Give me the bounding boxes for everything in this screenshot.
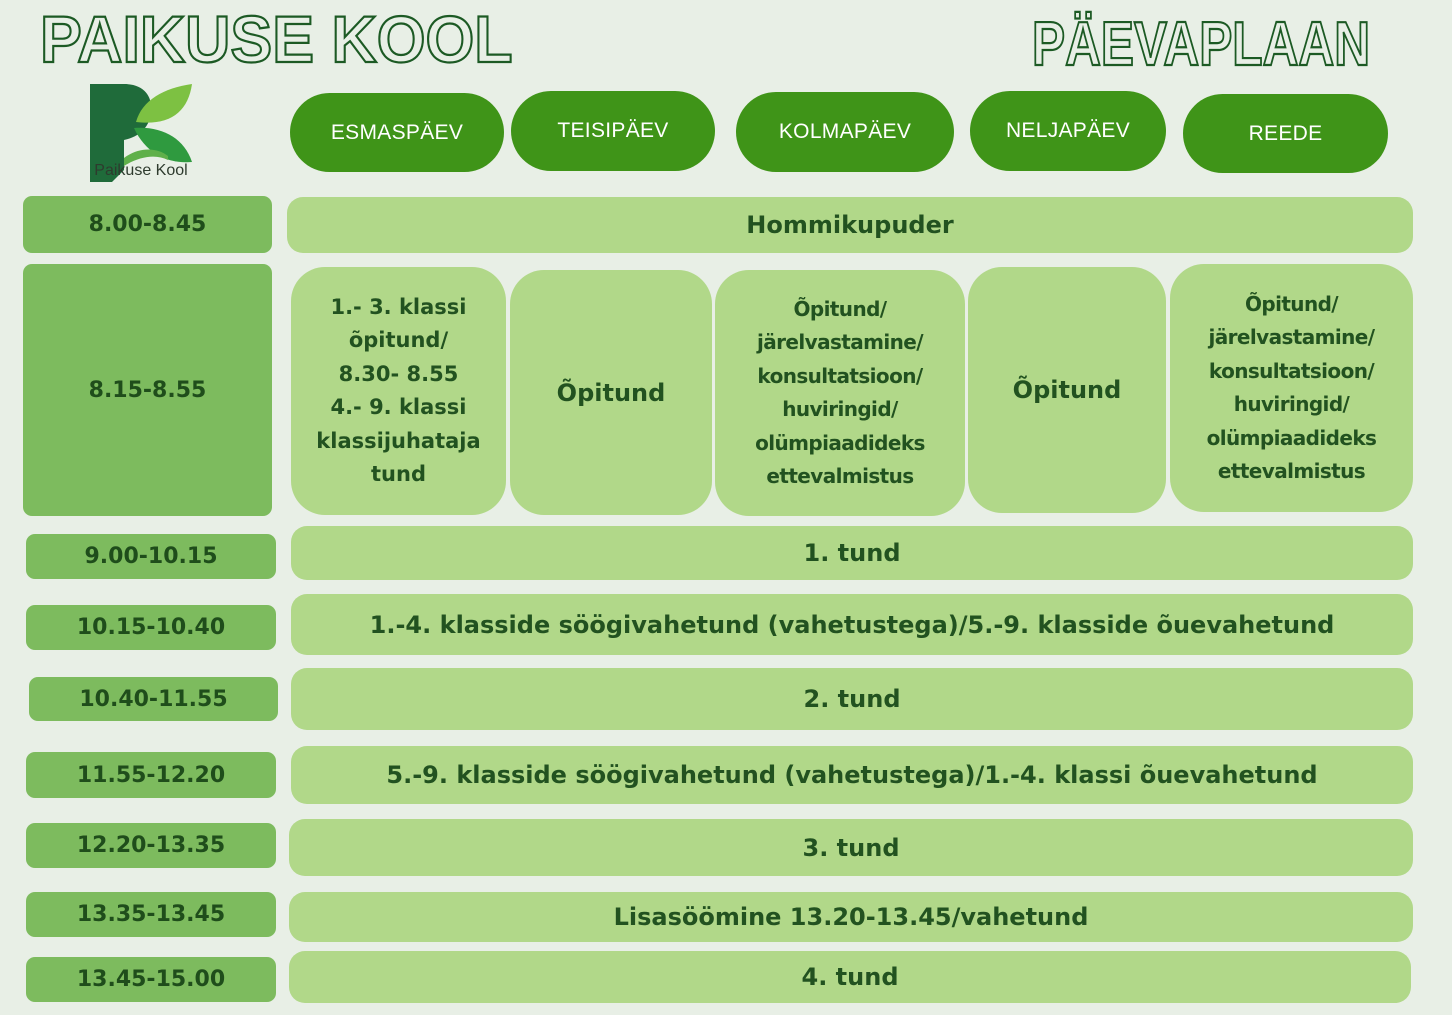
time-slot-7: 12.20-13.35 — [26, 823, 276, 868]
activity-extra-meal: Lisasöömine 13.20-13.45/vahetund — [289, 892, 1413, 942]
activity-lesson-3: 3. tund — [289, 819, 1413, 876]
activity-lesson-2: 2. tund — [291, 668, 1413, 730]
time-slot-9: 13.45-15.00 — [26, 957, 276, 1002]
time-slot-8: 13.35-13.45 — [26, 892, 276, 937]
time-slot-2: 8.15-8.55 — [23, 264, 272, 516]
time-slot-5: 10.40-11.55 — [29, 677, 278, 721]
activity-tuesday-morning: Õpitund — [510, 270, 712, 515]
day-monday: ESMASPÄEV — [290, 93, 504, 172]
activity-wednesday-morning: Õpitund/ järelvastamine/ konsultatsioon/ huviringid/ olümpiaadideks ettevalmistus — [715, 270, 965, 516]
activity-break-1: 1.-4. klasside söögivahetund (vahetustega)/5.-9. klasside õuevahetund — [291, 594, 1413, 655]
time-slot-6: 11.55-12.20 — [26, 752, 276, 798]
time-slot-4: 10.15-10.40 — [26, 605, 276, 650]
activity-morning-porridge: Hommikupuder — [287, 197, 1413, 253]
day-friday: REEDE — [1183, 94, 1388, 173]
school-title: PAIKUSE KOOL — [40, 2, 513, 76]
time-slot-3: 9.00-10.15 — [26, 534, 276, 579]
day-wednesday: KOLMAPÄEV — [736, 92, 954, 172]
activity-thursday-morning: Õpitund — [968, 267, 1166, 513]
activity-monday-morning: 1.- 3. klassi õpitund/ 8.30- 8.55 4.- 9. klassi klassijuhataja tund — [291, 267, 506, 515]
day-thursday: NELJAPÄEV — [970, 91, 1166, 171]
page-title: PÄEVAPLAAN — [1032, 10, 1371, 79]
day-tuesday: TEISIPÄEV — [511, 91, 715, 171]
activity-friday-morning: Õpitund/ järelvastamine/ konsultatsioon/ huviringid/ olümpiaadideks ettevalmistus — [1170, 264, 1413, 512]
activity-lesson-4: 4. tund — [289, 951, 1411, 1003]
time-slot-1: 8.00-8.45 — [23, 196, 272, 253]
activity-break-2: 5.-9. klasside söögivahetund (vahetustega)/1.-4. klassi õuevahetund — [291, 746, 1413, 804]
activity-lesson-1: 1. tund — [291, 526, 1413, 580]
logo-caption: Paikuse Kool — [94, 162, 188, 179]
